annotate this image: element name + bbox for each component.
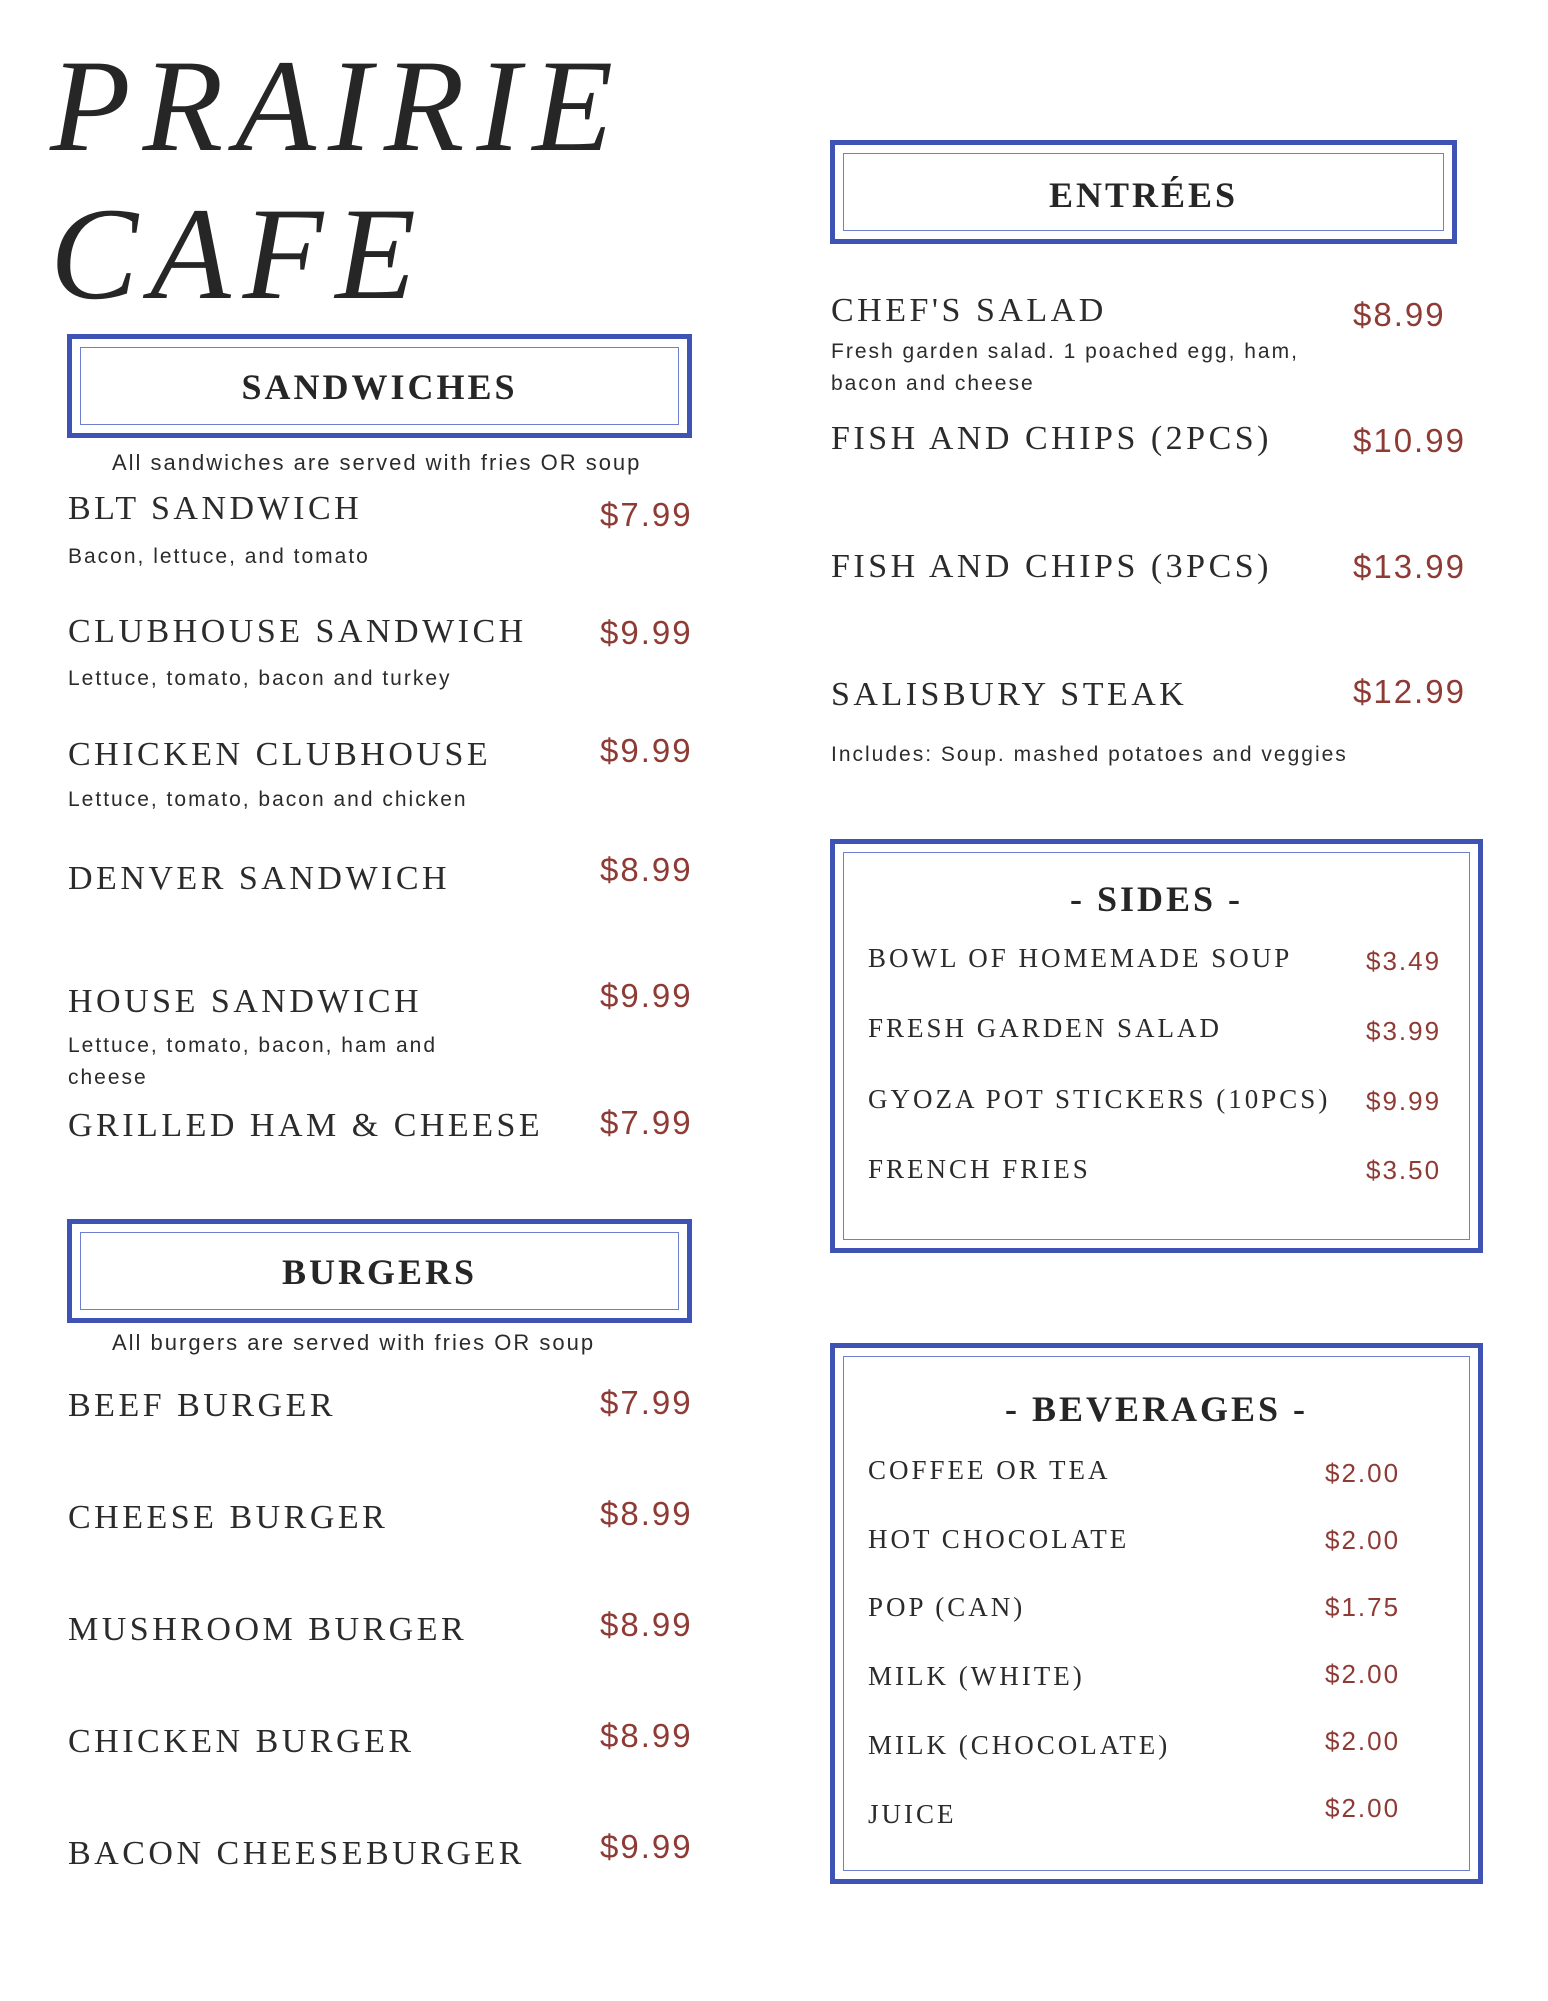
side-item-name: FRESH GARDEN SALAD <box>868 1013 1223 1043</box>
menu-item-price: $8.99 <box>600 1606 693 1643</box>
menu-item-name: FISH AND CHIPS (2PCS) <box>831 420 1272 457</box>
menu-item-name: DENVER SANDWICH <box>68 860 451 897</box>
sides-box <box>830 839 1483 1253</box>
side-item-price: $3.99 <box>1366 1016 1442 1046</box>
menu-item-name: BACON CHEESEBURGER <box>68 1835 525 1872</box>
sides-header: - SIDES - <box>1069 879 1244 919</box>
beverage-item-name: HOT CHOCOLATE <box>868 1524 1130 1554</box>
beverage-item-price: $2.00 <box>1325 1793 1401 1823</box>
side-item-name: FRENCH FRIES <box>868 1154 1091 1184</box>
cafe-title-line2: CAFE <box>50 180 428 327</box>
menu-item-price: $8.99 <box>1353 296 1446 333</box>
menu-item-name: CLUBHOUSE SANDWICH <box>68 613 527 650</box>
menu-item-price: $7.99 <box>600 1104 693 1141</box>
beverage-item-name: JUICE <box>868 1799 957 1829</box>
side-item-price: $3.50 <box>1366 1155 1442 1185</box>
menu-item-desc: Bacon, lettuce, and tomato <box>68 545 370 568</box>
entrees-header: ENTRÉES <box>1048 175 1239 215</box>
cafe-title-line1: PRAIRIE <box>50 32 626 179</box>
menu-item-name: CHICKEN CLUBHOUSE <box>68 736 492 773</box>
menu-item-name: HOUSE SANDWICH <box>68 983 423 1020</box>
menu-item-name: CHEESE BURGER <box>68 1499 389 1536</box>
entrees-header-box <box>830 140 1457 244</box>
sandwiches-header: SANDWICHES <box>241 367 518 407</box>
beverage-item-price: $2.00 <box>1325 1726 1401 1756</box>
beverage-item-name: POP (CAN) <box>868 1592 1026 1622</box>
beverage-item-price: $2.00 <box>1325 1458 1401 1488</box>
menu-item-desc: Lettuce, tomato, bacon and turkey <box>68 667 452 690</box>
burgers-note: All burgers are served with fries OR soup <box>112 1330 596 1355</box>
beverages-header: - BEVERAGES - <box>1004 1389 1309 1429</box>
burgers-header-box <box>67 1219 692 1323</box>
beverage-item-price: $2.00 <box>1325 1525 1401 1555</box>
sandwiches-note: All sandwiches are served with fries OR soup <box>112 450 642 475</box>
menu-item-desc: Lettuce, tomato, bacon and chicken <box>68 788 468 811</box>
menu-item-price: $8.99 <box>600 851 693 888</box>
sandwiches-header-box <box>67 334 692 438</box>
menu-item-name: CHICKEN BURGER <box>68 1723 415 1760</box>
menu-item-price: $9.99 <box>600 732 693 769</box>
menu-item-name: BLT SANDWICH <box>68 490 363 527</box>
menu-item-price: $9.99 <box>600 977 693 1014</box>
side-item-price: $9.99 <box>1366 1086 1442 1116</box>
side-item-name: GYOZA POT STICKERS (10PCS) <box>868 1084 1331 1114</box>
burgers-header: BURGERS <box>281 1252 478 1292</box>
menu-item-price: $7.99 <box>600 1384 693 1421</box>
menu-item-price: $10.99 <box>1353 422 1466 459</box>
beverage-item-name: MILK (WHITE) <box>868 1661 1085 1691</box>
menu-item-name: BEEF BURGER <box>68 1387 337 1424</box>
menu-item-price: $9.99 <box>600 1828 693 1865</box>
side-item-name: BOWL OF HOMEMADE SOUP <box>868 943 1293 973</box>
menu-item-price: $8.99 <box>600 1495 693 1532</box>
menu-item-desc: Lettuce, tomato, bacon, ham and cheese <box>68 1034 438 1089</box>
beverage-item-name: MILK (CHOCOLATE) <box>868 1730 1171 1760</box>
beverage-item-name: COFFEE OR TEA <box>868 1455 1111 1485</box>
beverage-item-price: $2.00 <box>1325 1659 1401 1689</box>
menu-item-price: $12.99 <box>1353 673 1466 710</box>
menu-item-name: CHEF'S SALAD <box>831 292 1107 329</box>
beverage-item-price: $1.75 <box>1325 1592 1401 1622</box>
menu-item-desc: Fresh garden salad. 1 poached egg, ham, bacon and cheese <box>831 340 1299 395</box>
menu-item-name: FISH AND CHIPS (3PCS) <box>831 548 1272 585</box>
menu-item-price: $8.99 <box>600 1717 693 1754</box>
menu-item-name: SALISBURY STEAK <box>831 676 1188 713</box>
menu-item-name: GRILLED HAM & CHEESE <box>68 1107 544 1144</box>
menu-item-price: $13.99 <box>1353 548 1466 585</box>
menu-item-desc: Includes: Soup. mashed potatoes and veggies <box>831 743 1348 766</box>
side-item-price: $3.49 <box>1366 946 1442 976</box>
menu-item-price: $7.99 <box>600 496 693 533</box>
menu-item-name: MUSHROOM BURGER <box>68 1611 468 1648</box>
menu-item-price: $9.99 <box>600 614 693 651</box>
